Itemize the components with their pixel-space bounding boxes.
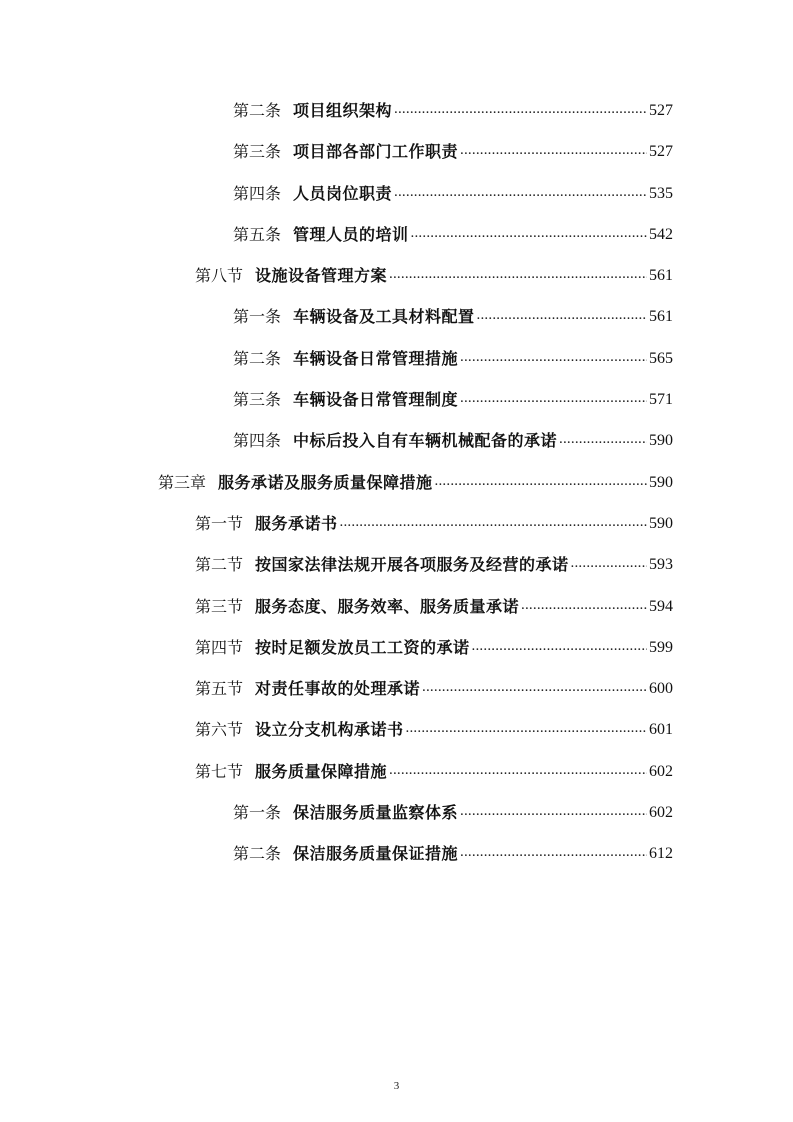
toc-entry-page: 542 [649,225,673,243]
toc-entry-title: 服务承诺书 [255,513,338,533]
toc-entry[interactable] [0,503,793,544]
toc-entry-prefix: 第五条 [233,224,282,244]
toc-entry-title: 车辆设备日常管理制度 [293,390,459,410]
toc-entry-prefix: 第四节 [195,637,244,657]
toc-entry-page: 602 [649,804,673,822]
toc-entry-title: 按时足额发放员工工资的承诺 [255,637,470,657]
toc-entry[interactable] [0,131,793,172]
toc-dot-leader [389,254,647,295]
toc-entry-page: 565 [649,349,673,367]
toc-dot-leader [472,626,647,667]
toc-dot-leader [521,585,647,626]
toc-entry-prefix: 第八节 [195,266,244,286]
toc-entry-page: 599 [649,638,673,656]
toc-entry-title: 设施设备管理方案 [255,266,388,286]
toc-dot-leader [389,750,647,791]
toc-entry-title: 中标后投入自有车辆机械配备的承诺 [293,431,558,451]
toc-entry-page: 561 [649,267,673,285]
toc-entry-page: 527 [649,102,673,119]
toc-entry[interactable] [0,709,793,750]
toc-entry-prefix: 第五节 [195,679,244,699]
toc-entry-title: 人员岗位职责 [293,183,393,203]
toc-entry-page: 590 [649,473,673,491]
toc-entry-title: 服务态度、服务效率、服务质量承诺 [255,596,520,616]
toc-entry-title: 设立分支机构承诺书 [255,720,404,740]
toc-dot-leader [460,130,647,171]
toc-entry-prefix: 第一节 [195,513,244,533]
toc-entry-title: 保洁服务质量保证措施 [293,844,459,864]
toc-entry-page: 594 [649,597,673,615]
toc-dot-leader [411,213,647,254]
toc-entry-title: 车辆设备日常管理措施 [293,348,459,368]
toc-entry[interactable] [0,751,793,792]
toc-entry-title: 管理人员的培训 [293,224,409,244]
toc-entry-prefix: 第二节 [195,555,244,575]
toc-entry-title: 项目组织架构 [293,101,393,120]
toc-dot-leader [394,172,647,213]
toc-entry-prefix: 第二条 [233,101,282,120]
toc-entry-prefix: 第二条 [233,348,282,368]
toc-entry[interactable] [0,296,793,337]
toc-entry-prefix: 第二条 [233,844,282,864]
toc-dot-leader [422,667,647,708]
toc-dot-leader [477,295,647,336]
toc-entry-title: 对责任事故的处理承诺 [255,679,421,699]
toc-entry-title: 服务承诺及服务质量保障措施 [218,472,433,492]
toc-entry-page: 590 [649,432,673,450]
toc-entry-page: 601 [649,721,673,739]
toc-dot-leader [394,89,647,130]
toc-entry[interactable] [0,462,793,503]
toc-entry[interactable] [0,627,793,668]
toc-dot-leader [559,419,647,460]
toc-entry-page: 535 [649,184,673,202]
toc-dot-leader [460,378,647,419]
table-of-contents [0,90,793,875]
toc-dot-leader [571,543,647,584]
toc-entry-prefix: 第四条 [233,431,282,451]
toc-entry-prefix: 第六节 [195,720,244,740]
toc-entry[interactable] [0,668,793,709]
toc-dot-leader [460,832,647,873]
toc-entry-page: 602 [649,762,673,780]
toc-entry[interactable] [0,173,793,214]
toc-dot-leader [460,337,647,378]
toc-entry-prefix: 第四条 [233,183,282,203]
toc-entry[interactable] [0,420,793,461]
toc-entry-title: 按国家法律法规开展各项服务及经营的承诺 [255,555,569,575]
toc-entry[interactable] [0,338,793,379]
toc-entry-prefix: 第三条 [233,390,282,410]
toc-dot-leader [406,708,647,749]
toc-dot-leader [460,791,647,832]
toc-entry[interactable] [0,379,793,420]
toc-entry[interactable] [0,586,793,627]
toc-entry-title: 服务质量保障措施 [255,761,388,781]
toc-entry-page: 590 [649,514,673,532]
toc-entry[interactable] [0,90,793,131]
toc-entry[interactable] [0,544,793,585]
toc-dot-leader [435,461,647,502]
toc-entry-prefix: 第三章 [158,472,207,492]
toc-entry-prefix: 第一条 [233,803,282,823]
toc-entry-page: 600 [649,680,673,698]
page-number: 3 [393,1080,400,1092]
toc-entry-page: 527 [649,143,673,161]
toc-entry[interactable] [0,255,793,296]
toc-entry[interactable] [0,792,793,833]
toc-entry-page: 612 [649,845,673,863]
toc-entry-title: 项目部各部门工作职责 [293,142,459,162]
toc-entry-title: 车辆设备及工具材料配置 [293,307,475,327]
toc-entry[interactable] [0,214,793,255]
toc-entry-prefix: 第三条 [233,142,282,162]
toc-entry-title: 保洁服务质量监察体系 [293,803,459,823]
toc-entry-page: 571 [649,391,673,409]
toc-entry-prefix: 第三节 [195,596,244,616]
toc-entry-page: 593 [649,556,673,574]
toc-entry-page: 561 [649,308,673,326]
toc-dot-leader [340,502,647,543]
toc-entry[interactable] [0,833,793,874]
toc-entry-prefix: 第七节 [195,761,244,781]
toc-entry-prefix: 第一条 [233,307,282,327]
